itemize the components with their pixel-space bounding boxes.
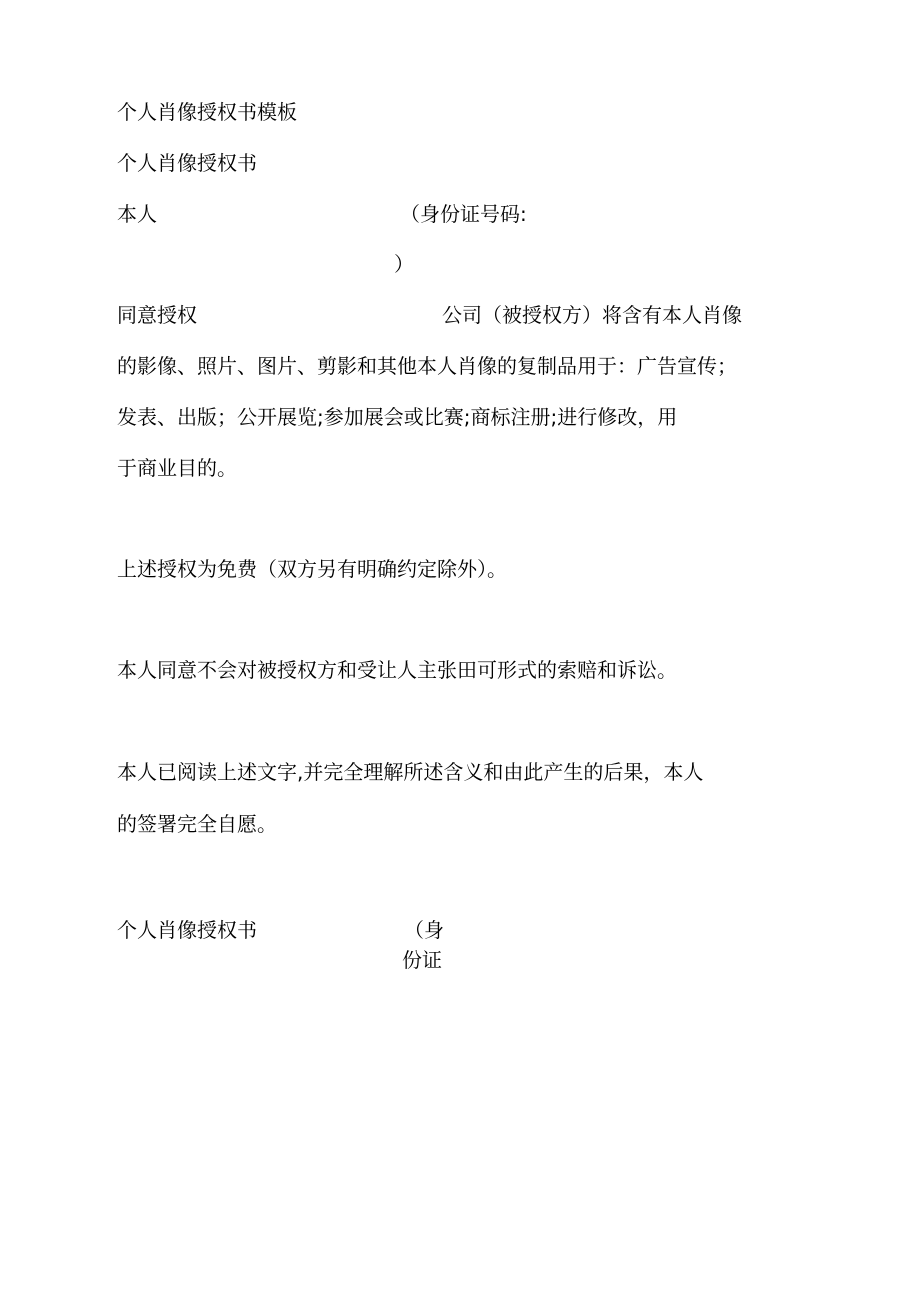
grant-label: 同意授权 [117,303,197,327]
acknowledgement-line: 本人已阅读上述文字,并完全理解所述含义和由此产生的后果，本人 [117,760,704,784]
grant-company-text: 公司（被授权方）将含有本人肖像 [442,303,742,327]
acknowledgement-line: 的签署完全自愿。 [117,812,277,836]
footer-id-part2: 份证 [402,948,442,972]
footer-title: 个人肖像授权书 [117,918,257,942]
person-label: 本人 [117,202,157,226]
grant-body-line: 于商业目的。 [117,456,237,480]
grant-body-line: 发表、出版；公开展览;参加展会或比赛;商标注册;进行修改，用 [117,405,678,429]
no-claim-clause: 本人同意不会对被授权方和受让人主张田可形式的索赔和诉讼。 [117,658,677,682]
document-title: 个人肖像授权书模板 [117,100,297,124]
free-clause: 上述授权为免费（双方另有明确约定除外）。 [117,557,507,581]
document-subtitle: 个人肖像授权书 [117,151,257,175]
grant-body-line: 的影像、照片、图片、剪影和其他本人肖像的复制品用于：广告宣传； [117,354,737,378]
id-number-close: ） [394,252,414,276]
footer-id-part1: （身 [404,918,444,942]
id-number-label: （身份证号码: [400,202,527,226]
